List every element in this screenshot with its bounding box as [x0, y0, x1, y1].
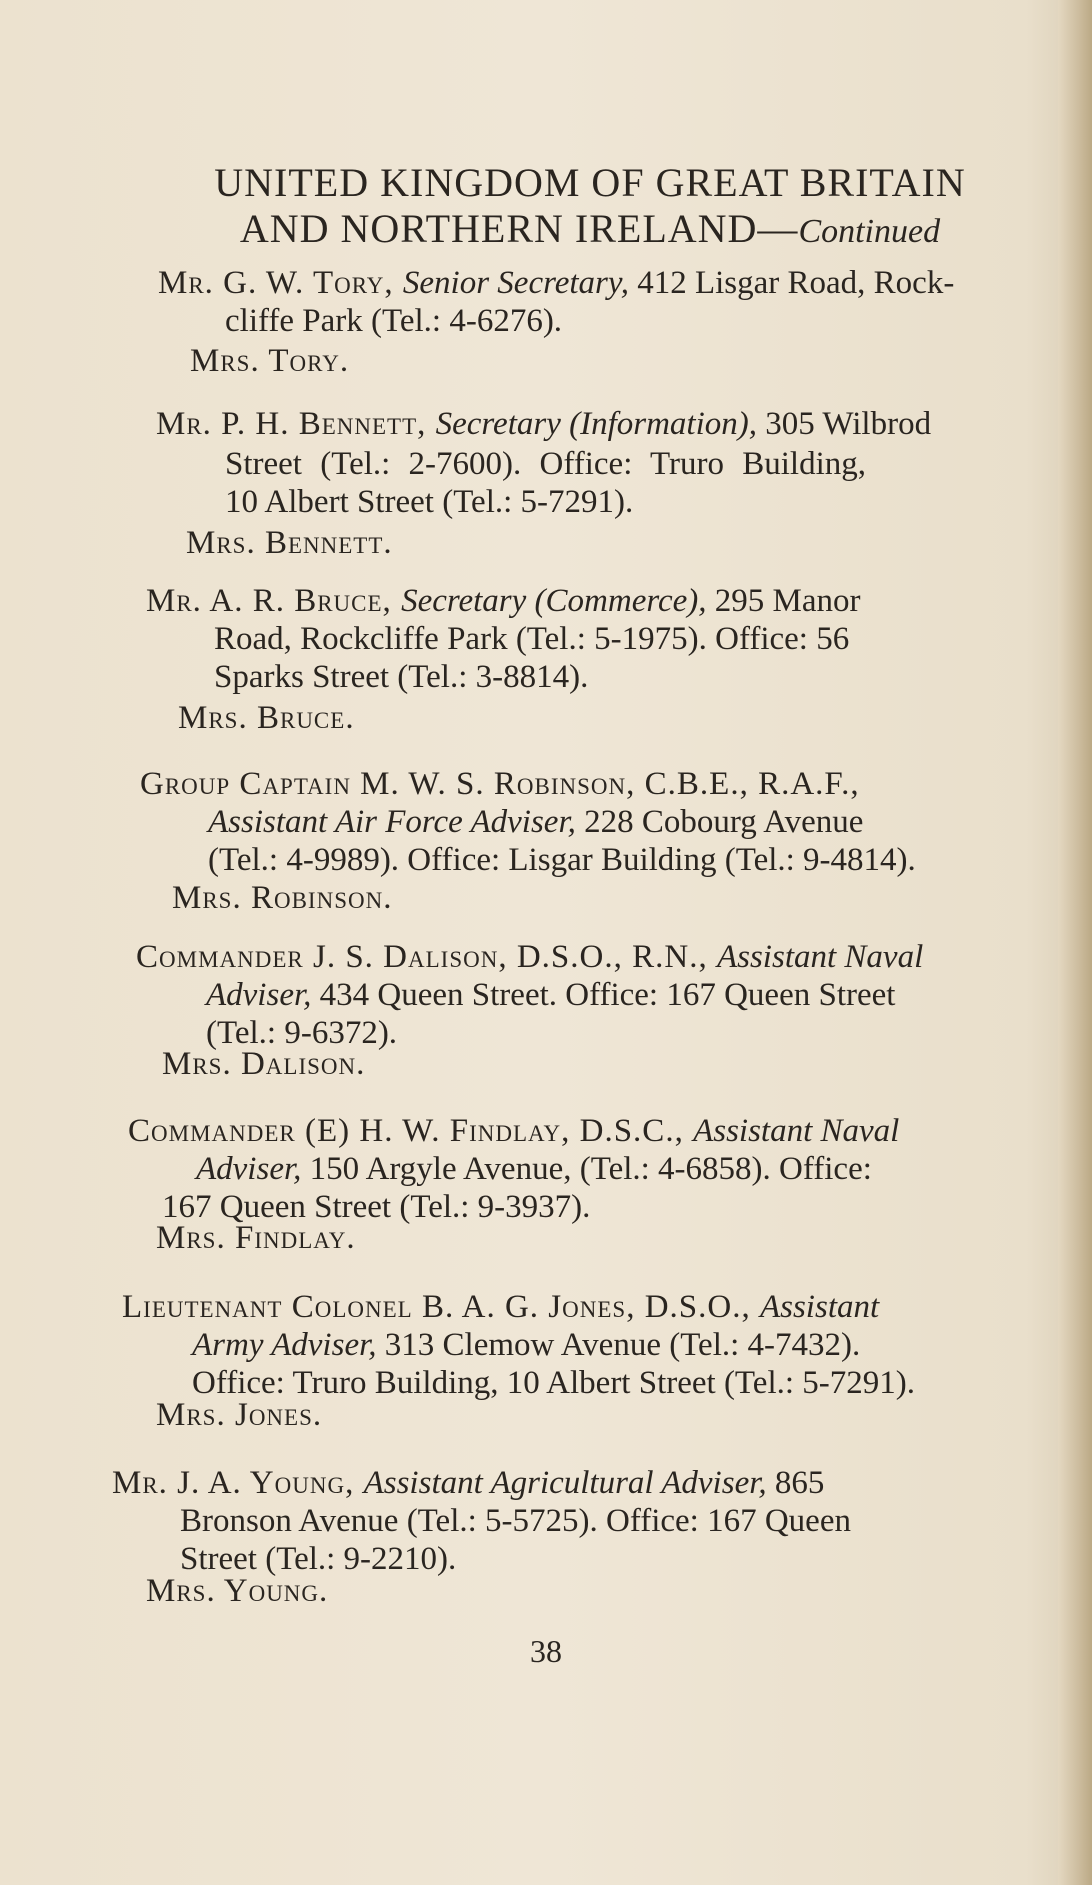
entry-line: Assistant Air Force Adviser, 228 Cobourg Avenue: [208, 804, 864, 840]
entry-line: Bronson Avenue (Tel.: 5-5725). Office: 167 Queen: [180, 1503, 851, 1539]
spouse-name: Mrs. Bruce.: [178, 700, 355, 736]
entry-line: Mr. G. W. Tory, Senior Secretary, 412 Lisgar Road, Rock-: [158, 265, 955, 301]
page-edge: [1058, 0, 1092, 1885]
entry-line: Adviser, 434 Queen Street. Office: 167 Queen Street: [206, 977, 896, 1013]
heading-line-2: AND NORTHERN IRELAND—Continued: [239, 206, 941, 251]
entry-line: Lieutenant Colonel B. A. G. Jones, D.S.O., Assistant: [122, 1289, 880, 1325]
entry-line: Road, Rockcliffe Park (Tel.: 5-1975). Office: 56: [214, 621, 850, 657]
spouse-name: Mrs. Bennett.: [186, 525, 393, 561]
entry-line: Commander J. S. Dalison, D.S.O., R.N., Assistant Naval: [136, 939, 924, 975]
entry-line: Mr. A. R. Bruce, Secretary (Commerce), 295 Manor: [146, 583, 861, 619]
entry-line: Sparks Street (Tel.: 3-8814).: [214, 659, 589, 695]
entry-line: Group Captain M. W. S. Robinson, C.B.E., R.A.F.,: [140, 766, 860, 802]
heading-continued: Continued: [798, 213, 941, 250]
heading-line-1: UNITED KINGDOM OF GREAT BRITAIN: [214, 160, 966, 205]
page-number: 38: [530, 1633, 562, 1669]
entry-line: 167 Queen Street (Tel.: 9-3937).: [162, 1189, 591, 1225]
spouse-name: Mrs. Findlay.: [156, 1220, 356, 1256]
entry-line: Adviser, 150 Argyle Avenue, (Tel.: 4-6858). Office:: [196, 1151, 872, 1187]
entry-line: Mr. J. A. Young, Assistant Agricultural Adviser, 865: [112, 1465, 825, 1501]
spouse-name: Mrs. Young.: [146, 1573, 329, 1609]
entry-line: cliffe Park (Tel.: 4-6276).: [225, 303, 563, 339]
entry-line: 10 Albert Street (Tel.: 5-7291).: [225, 484, 634, 520]
entry-line: Street (Tel.: 9-2210).: [180, 1541, 457, 1577]
spouse-name: Mrs. Robinson.: [172, 880, 393, 916]
entry-line: (Tel.: 4-9989). Office: Lisgar Building (Tel.: 9-4814).: [208, 842, 916, 878]
entry-line: Mr. P. H. Bennett, Secretary (Information), 305 Wilbrod: [156, 406, 932, 442]
spouse-name: Mrs. Tory.: [190, 343, 350, 379]
spouse-name: Mrs. Dalison.: [162, 1046, 366, 1082]
entry-line: Office: Truro Building, 10 Albert Street (Tel.: 5-7291).: [192, 1365, 916, 1401]
entry-line: Commander (E) H. W. Findlay, D.S.C., Assistant Naval: [128, 1113, 900, 1149]
entry-line: Street (Tel.: 2-7600). Office: Truro Building,: [225, 446, 867, 482]
spouse-name: Mrs. Jones.: [156, 1397, 323, 1433]
entry-line: Army Adviser, 313 Clemow Avenue (Tel.: 4-7432).: [192, 1327, 861, 1363]
entry-line: (Tel.: 9-6372).: [206, 1015, 398, 1051]
